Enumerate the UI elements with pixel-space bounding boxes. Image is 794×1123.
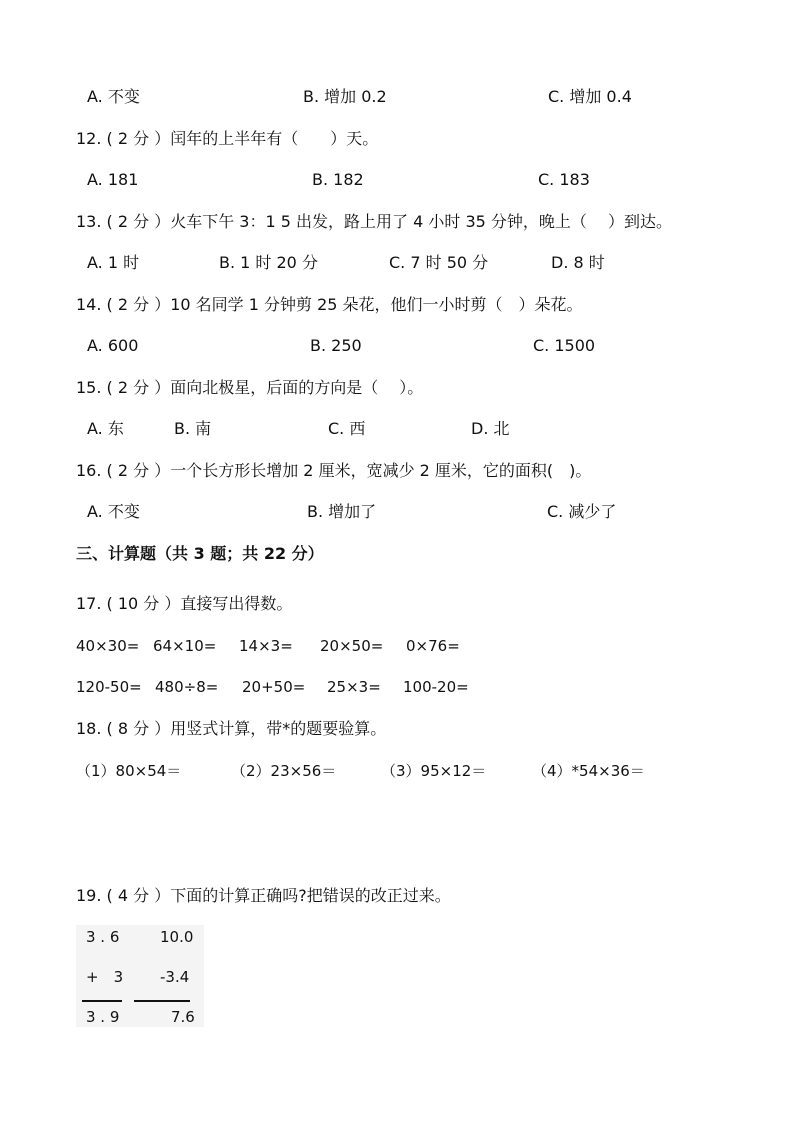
q17-r1-item: 64×10= [153,637,217,655]
q15-stem: 15. ( 2 分 ）面向北极星，后面的方向是（ ）。 [76,378,424,397]
q16-stem: 16. ( 2 分 ）一个长方形长增加 2 厘米，宽减少 2 厘米，它的面积( )。 [76,461,592,480]
q15-option-c[interactable]: C. 西 [328,419,366,438]
q14-option-c[interactable]: C. 1500 [533,336,596,355]
left-top-number: 3 . 6 [86,928,120,946]
q13-stem: 13. ( 2 分 ）火车下午 3：1 5 出发，路上用了 4 小时 35 分钟，晚上（ ）到达。 [76,212,672,231]
q18-item-3: （3）95×12＝ [381,762,487,780]
q18-item-2: （2）23×56＝ [231,762,337,780]
q16-option-a[interactable]: A. 不变 [87,502,140,521]
left-sum-line [82,1000,122,1002]
q14-stem: 14. ( 2 分 ）10 名同学 1 分钟剪 25 朵花，他们一小时剪（ ）朵花。 [76,295,583,314]
right-middle-number: -3.4 [160,968,190,986]
q11-option-a[interactable]: A. 不变 [87,87,140,106]
left-middle-number: + 3 [86,968,124,986]
q13-option-a[interactable]: A. 1 时 [87,253,140,272]
q18-stem: 18. ( 8 分 ）用竖式计算，带*的题要验算。 [76,719,387,738]
q13-option-c[interactable]: C. 7 时 50 分 [389,253,489,272]
right-result: 7.6 [171,1008,195,1026]
q17-r1-item: 0×76= [406,637,460,655]
section-heading: 三、计算题（共 3 题；共 22 分） [76,544,324,563]
q12-option-a[interactable]: A. 181 [87,170,139,189]
q19-stem: 19. ( 4 分 ）下面的计算正确吗?把错误的改正过来。 [76,886,451,905]
q17-r1-item: 40×30= [76,637,140,655]
right-top-number: 10.0 [160,928,194,946]
q17-r2-item: 120-50= [76,678,142,696]
q17-stem: 17. ( 10 分 ）直接写出得数。 [76,594,293,613]
q13-option-b[interactable]: B. 1 时 20 分 [219,253,318,272]
q12-option-c[interactable]: C. 183 [538,170,590,189]
q16-option-b[interactable]: B. 增加了 [307,502,377,521]
q11-option-b[interactable]: B. 增加 0.2 [303,87,387,106]
q14-option-b[interactable]: B. 250 [310,336,362,355]
q16-option-c[interactable]: C. 减少了 [547,502,617,521]
q15-option-d[interactable]: D. 北 [471,419,510,438]
q17-r2-item: 20+50= [242,678,306,696]
q18-item-1: （1）80×54＝ [76,762,182,780]
q14-option-a[interactable]: A. 600 [87,336,139,355]
q11-option-c[interactable]: C. 增加 0.4 [548,87,632,106]
left-result: 3 . 9 [86,1008,120,1026]
right-sum-line [134,1000,190,1002]
q12-stem: 12. ( 2 分 ）闰年的上半年有（ ）天。 [76,129,379,148]
q17-r2-item: 25×3= [327,678,381,696]
q17-r2-item: 100-20= [403,678,469,696]
q13-option-d[interactable]: D. 8 时 [551,253,605,272]
q12-option-b[interactable]: B. 182 [312,170,364,189]
q18-item-4: （4）*54×36＝ [532,762,645,780]
vertical-calculation-figure [76,925,204,1027]
q17-r1-item: 20×50= [320,637,384,655]
q15-option-a[interactable]: A. 东 [87,419,124,438]
q15-option-b[interactable]: B. 南 [174,419,212,438]
q17-r1-item: 14×3= [239,637,293,655]
q17-r2-item: 480÷8= [155,678,219,696]
